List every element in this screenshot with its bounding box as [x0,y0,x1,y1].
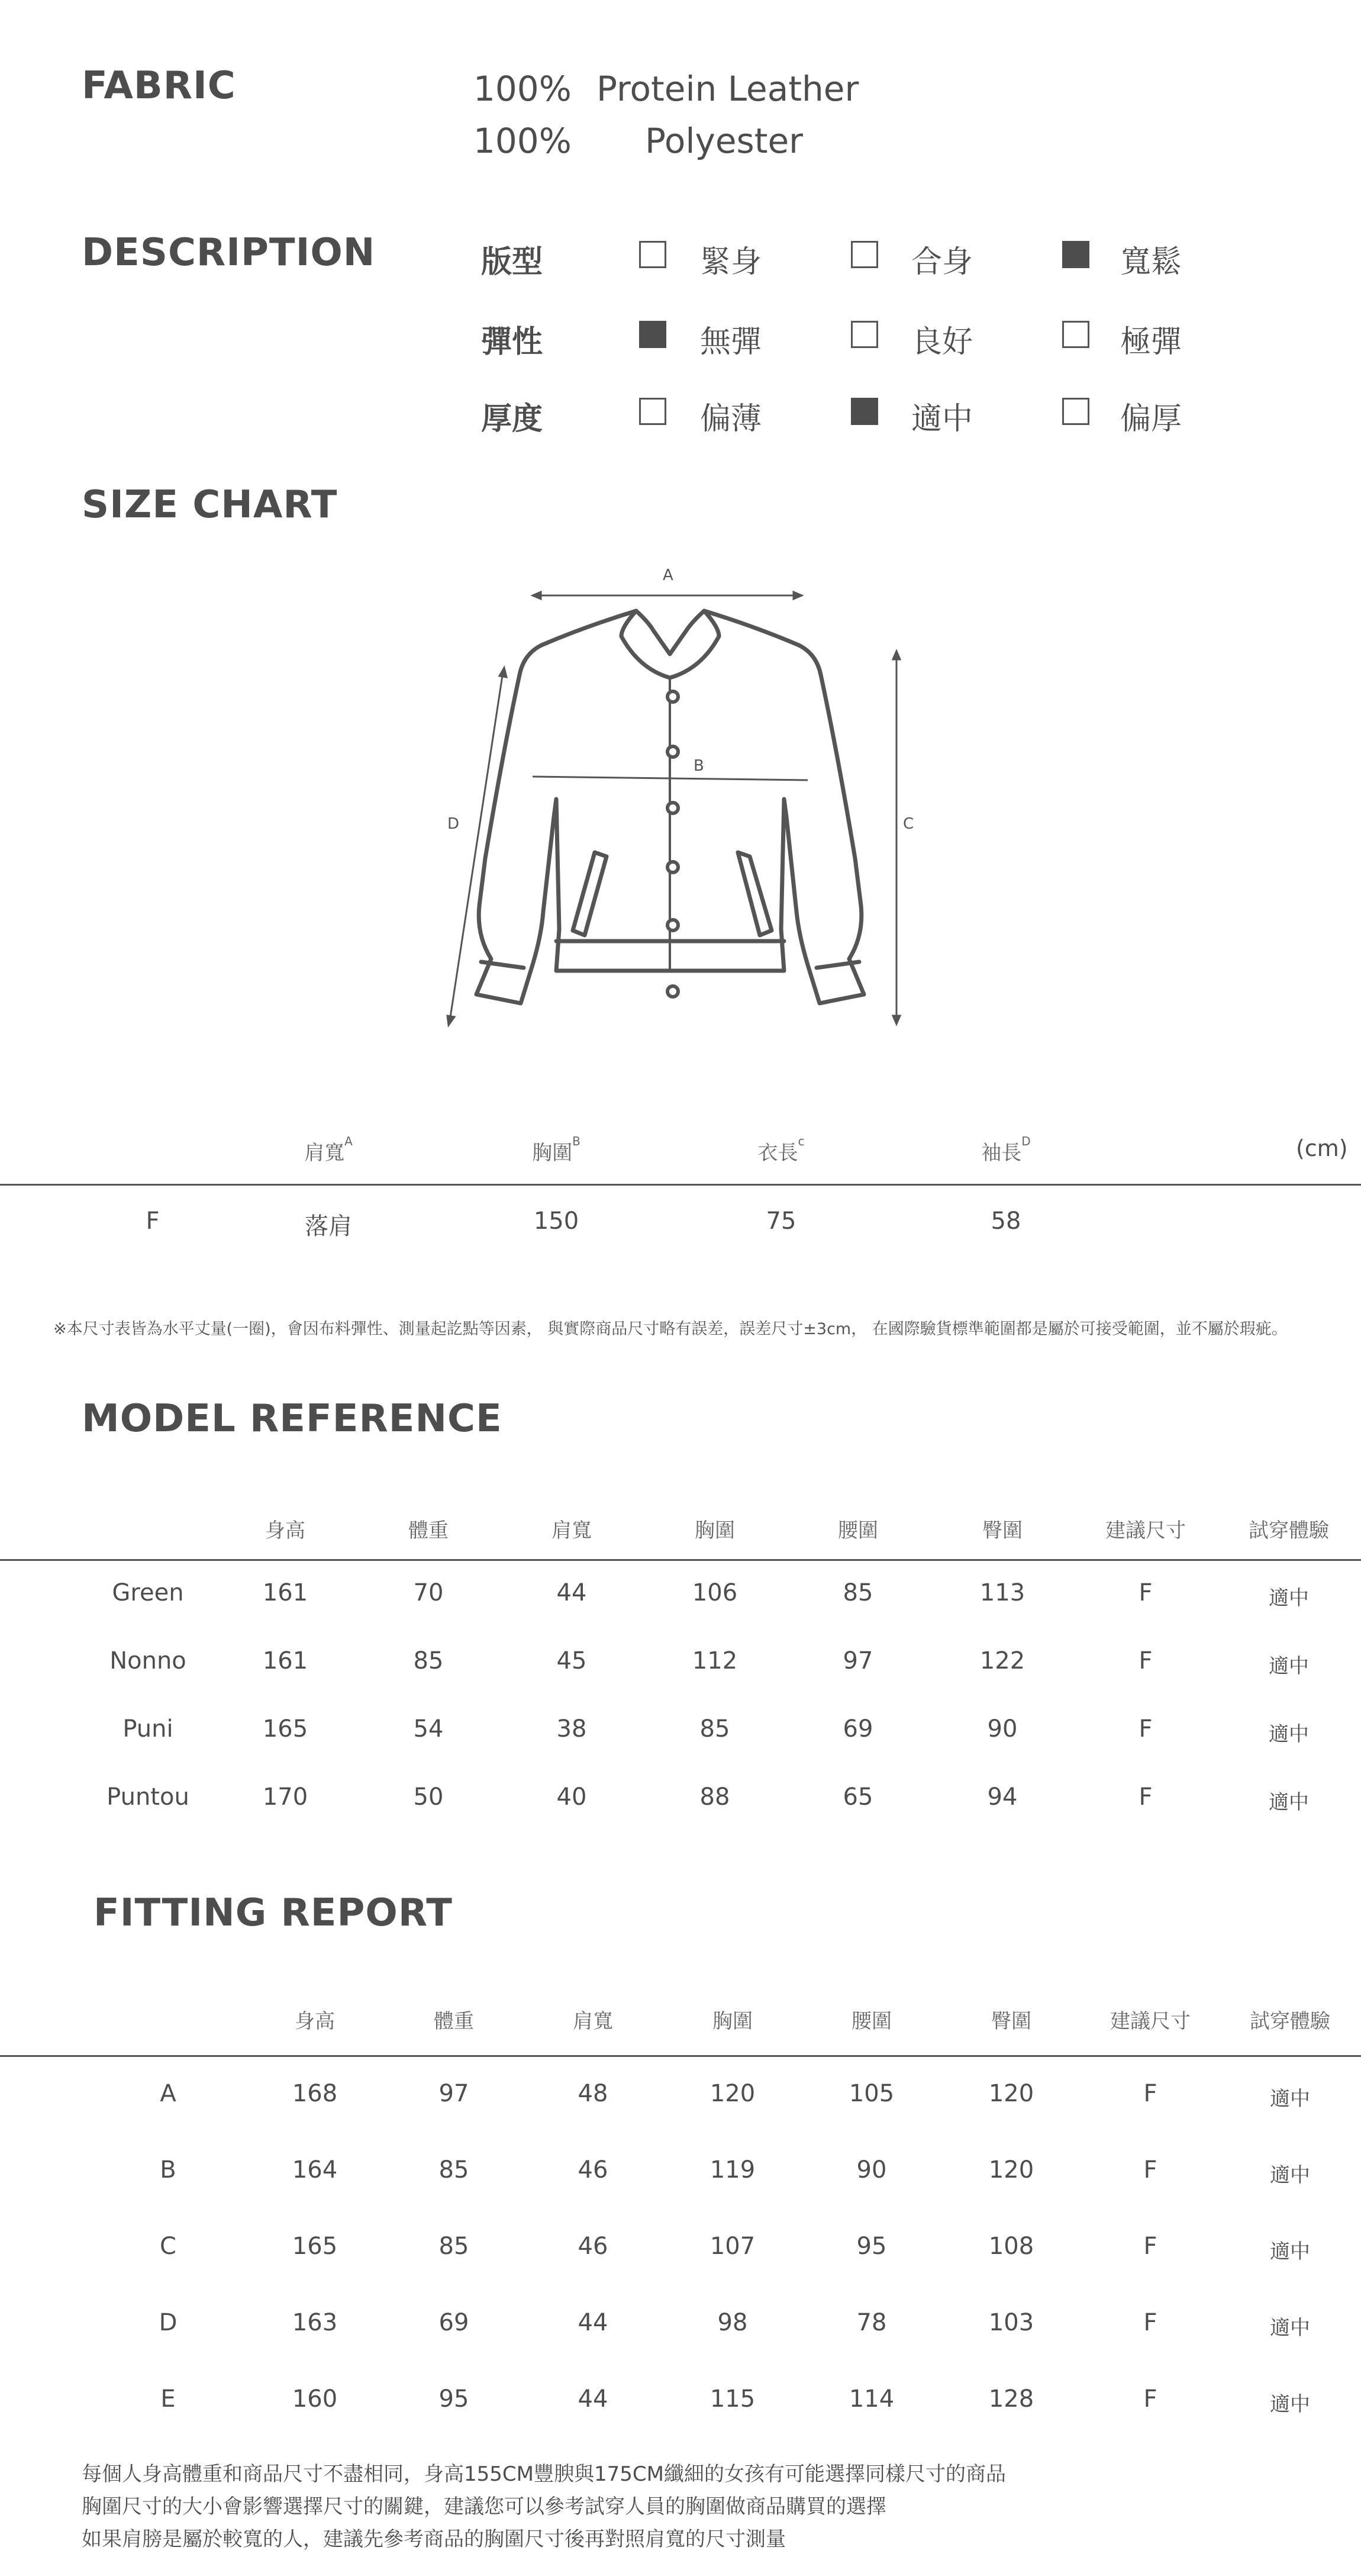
fitting-report-cell: 163 [292,2309,338,2336]
description-option-label: 偏厚 [1120,401,1182,437]
fabric-percent-1: 100% [473,69,572,109]
jacket-diagram [414,556,947,1048]
fitting-report-cell: 95 [438,2385,469,2413]
diagram-label-a: A [663,566,673,584]
model-reference-cell: 85 [413,1647,444,1675]
fitting-report-cell: 適中 [1270,2163,1310,2187]
size-row-label: F [146,1208,160,1235]
fitting-report-cell: 適中 [1270,2240,1310,2263]
fitting-report-row-name: A [160,2080,176,2107]
model-reference-row-name: Nonno [109,1647,186,1675]
fitting-report-row-name: C [160,2233,176,2260]
fitting-report-cell: 44 [578,2309,608,2336]
size-header-sup: A [344,1134,353,1148]
fabric-percent-2: 100% [473,121,572,161]
fitting-report-cell: 46 [578,2156,608,2184]
fitting-report-cell: 120 [709,2080,756,2107]
fitting-report-cell: 44 [578,2385,608,2413]
unchecked-box-icon [1062,398,1089,425]
model-reference-cell: 69 [843,1715,873,1743]
fitting-report-header-cell: 身高 [295,2010,335,2033]
description-title: DESCRIPTION [82,231,376,275]
model-reference-row-name: Puni [122,1715,173,1743]
size-header-text: 胸圍 [532,1141,573,1165]
fitting-report-cell: 98 [717,2309,748,2336]
description-option-label: 良好 [911,324,973,360]
fitting-report-cell: 165 [292,2233,338,2260]
description-option-label: 合身 [911,244,973,280]
fitting-report-divider [0,2055,1361,2057]
fitting-report-cell: 160 [292,2385,338,2413]
fitting-report-cell: 115 [709,2385,756,2413]
model-reference-cell: 44 [556,1579,587,1606]
unchecked-box-icon [851,321,878,348]
fitting-report-cell: F [1143,2385,1157,2413]
fitting-note-line: 每個人身高體重和商品尺寸不盡相同，身高155CM豐腴與175CM纖細的女孩有可能選擇同樣尺寸的商品 [82,2462,1006,2486]
fitting-report-cell: 108 [988,2233,1034,2260]
unchecked-box-icon [851,241,878,268]
fitting-report-title: FITTING REPORT [93,1891,453,1935]
size-header-text: 袖長 [981,1141,1022,1165]
model-reference-cell: 50 [413,1783,444,1811]
fitting-report-row-name: D [159,2309,178,2336]
fitting-report-cell: 120 [988,2080,1034,2107]
unchecked-box-icon [639,398,666,425]
size-header-cell [758,1136,805,1165]
model-reference-cell: 70 [413,1579,444,1606]
fitting-report-cell: 168 [292,2080,338,2107]
diagram-label-d: D [447,815,460,833]
fitting-report-cell: 164 [292,2156,338,2184]
model-reference-cell: 適中 [1269,1654,1309,1678]
size-header-text: 衣長 [757,1141,798,1165]
model-reference-cell: 65 [843,1783,873,1811]
size-chart-title: SIZE CHART [82,483,338,527]
model-reference-cell: 122 [979,1647,1025,1675]
model-reference-cell: 165 [262,1715,308,1743]
model-reference-title: MODEL REFERENCE [82,1397,502,1441]
model-reference-cell: 90 [987,1715,1018,1743]
description-option-label: 極彈 [1120,324,1182,360]
fitting-report-cell: 97 [438,2080,469,2107]
fitting-report-header-cell: 肩寬 [573,2010,613,2033]
size-unit-label: (cm) [1296,1135,1348,1161]
size-table-cell: 75 [766,1208,796,1235]
size-header-cell [532,1136,580,1165]
model-reference-cell: 54 [413,1715,444,1743]
model-reference-header-cell: 腰圍 [838,1519,878,1543]
model-reference-row-name: Green [112,1579,184,1606]
model-reference-cell: 適中 [1269,1791,1309,1814]
size-chart-note: ※本尺寸表皆為水平丈量(一圈)，會因布料彈性、測量起訖點等因素， 與實際商品尺寸略有誤差，誤差尺寸±3cm， 在國際驗貨標準範圍都是屬於可接受範圍，並不屬於瑕疵。 [53,1320,1288,1338]
fitting-report-header-cell: 臀圍 [991,2010,1031,2033]
fitting-report-cell: F [1143,2156,1157,2184]
size-header-text: 肩寬 [304,1141,345,1165]
fabric-title: FABRIC [82,64,236,108]
model-reference-header-cell: 建議尺寸 [1105,1519,1186,1543]
jacket-pocket-right [738,852,772,935]
model-reference-cell: F [1139,1783,1153,1811]
fitting-report-cell: 85 [438,2233,469,2260]
model-reference-cell: 40 [556,1783,587,1811]
model-reference-cell: 38 [556,1715,587,1743]
fitting-report-cell: F [1143,2233,1157,2260]
fitting-report-cell: 90 [856,2156,887,2184]
size-table-cell: 58 [991,1208,1021,1235]
description-option-label: 緊身 [700,244,762,280]
fabric-material-2: Polyester [645,121,804,161]
model-reference-cell: 112 [692,1647,738,1675]
fitting-report-header-cell: 建議尺寸 [1110,2010,1191,2033]
model-reference-cell: 45 [556,1647,587,1675]
model-reference-header-cell: 臀圍 [982,1519,1023,1543]
size-header-sup: B [572,1134,580,1148]
size-header-cell [981,1136,1030,1165]
fitting-report-cell: 114 [849,2385,895,2413]
description-option-label: 寬鬆 [1120,244,1182,280]
jacket-pocket-left [573,852,607,935]
model-reference-divider [0,1559,1361,1561]
fabric-material-1: Protein Leather [596,69,859,109]
unchecked-box-icon [1062,321,1089,348]
model-reference-cell: 161 [262,1647,308,1675]
model-reference-header-cell: 體重 [408,1519,449,1543]
fitting-note-line: 胸圍尺寸的大小會影響選擇尺寸的關鍵，建議您可以參考試穿人員的胸圍做商品購買的選擇 [82,2495,886,2519]
size-header-sup: D [1021,1134,1031,1148]
model-reference-header-cell: 肩寬 [552,1519,592,1543]
model-reference-header-cell: 胸圍 [695,1519,735,1543]
diagram-label-b: B [694,757,704,775]
size-table-cell: 落肩 [305,1213,352,1240]
model-reference-cell: 88 [699,1783,730,1811]
model-reference-header-cell: 試穿體驗 [1249,1519,1329,1543]
fitting-report-header-cell: 試穿體驗 [1250,2010,1330,2033]
jacket-collar [621,611,719,678]
fitting-report-cell: 119 [709,2156,756,2184]
fitting-report-cell: 85 [438,2156,469,2184]
fitting-report-cell: 103 [988,2309,1034,2336]
size-header-cell [304,1136,353,1165]
description-row-label: 版型 [481,244,543,280]
model-reference-cell: 97 [843,1647,873,1675]
fitting-report-cell: 105 [849,2080,895,2107]
model-reference-cell: F [1139,1579,1153,1606]
model-reference-cell: 適中 [1269,1722,1309,1746]
checked-box-icon [1062,241,1089,268]
fitting-report-header-cell: 體重 [434,2010,474,2033]
model-reference-cell: F [1139,1715,1153,1743]
model-reference-cell: 170 [262,1783,308,1811]
model-reference-cell: 106 [692,1579,738,1606]
description-option-label: 無彈 [700,324,762,360]
fitting-report-header-cell: 胸圍 [712,2010,753,2033]
model-reference-cell: 161 [262,1579,308,1606]
description-option-label: 偏薄 [700,401,762,437]
fitting-report-cell: 95 [856,2233,887,2260]
fitting-report-cell: 128 [988,2385,1034,2413]
fitting-report-cell: F [1143,2080,1157,2107]
model-reference-row-name: Puntou [107,1783,189,1811]
unchecked-box-icon [639,241,666,268]
model-reference-cell: F [1139,1647,1153,1675]
diagram-label-c: C [903,815,914,833]
fitting-report-row-name: B [160,2156,176,2184]
fitting-report-cell: 46 [578,2233,608,2260]
fitting-report-header-cell: 腰圍 [852,2010,892,2033]
checked-box-icon [639,321,666,348]
model-reference-cell: 94 [987,1783,1018,1811]
size-table-cell: 150 [533,1208,579,1235]
fitting-report-cell: 69 [438,2309,469,2336]
fitting-note-line: 如果肩膀是屬於較寬的人，建議先參考商品的胸圍尺寸後再對照肩寬的尺寸測量 [82,2527,786,2551]
fitting-report-cell: 48 [578,2080,608,2107]
fitting-report-cell: 適中 [1270,2316,1310,2340]
model-reference-cell: 113 [979,1579,1025,1606]
fitting-report-cell: 78 [856,2309,887,2336]
fitting-report-cell: 107 [709,2233,756,2260]
description-row-label: 厚度 [481,401,543,437]
description-row-label: 彈性 [481,324,543,360]
size-header-sup: c [798,1134,805,1148]
model-reference-cell: 適中 [1269,1586,1309,1610]
checked-box-icon [851,398,878,425]
fitting-report-cell: 120 [988,2156,1034,2184]
model-reference-cell: 85 [843,1579,873,1606]
fitting-report-row-name: E [160,2385,176,2413]
size-table-divider [0,1184,1361,1186]
description-option-label: 適中 [911,401,973,437]
model-reference-header-cell: 身高 [265,1519,305,1543]
fitting-report-cell: 適中 [1270,2393,1310,2416]
fitting-report-cell: F [1143,2309,1157,2336]
model-reference-cell: 85 [699,1715,730,1743]
fitting-report-cell: 適中 [1270,2087,1310,2111]
